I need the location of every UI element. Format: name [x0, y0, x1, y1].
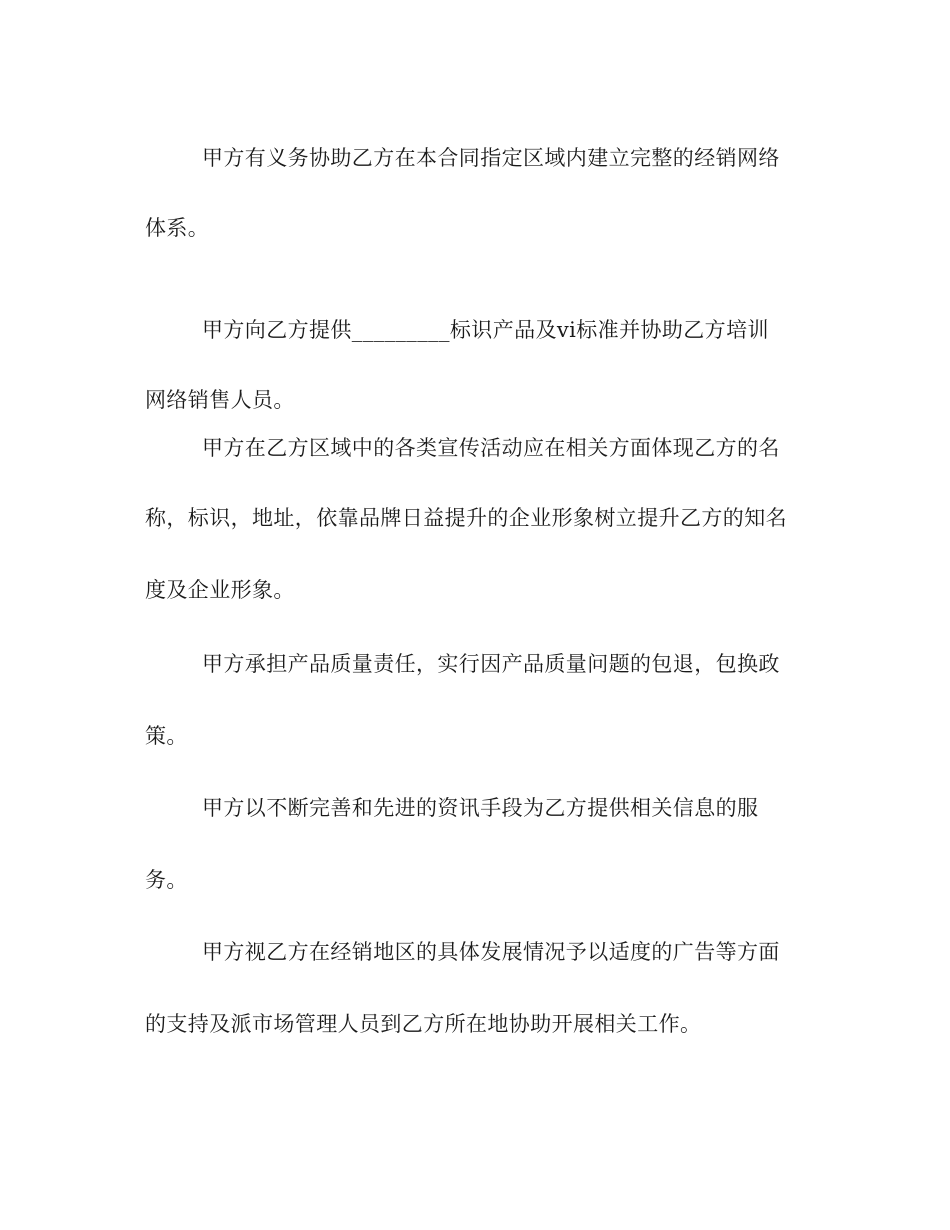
paragraph-line: 度及企业形象。 [145, 578, 295, 602]
paragraph-line: 的支持及派市场管理人员到乙方所在地协助开展相关工作。 [145, 1012, 702, 1036]
paragraph-line: 体系。 [145, 216, 210, 240]
paragraph-line: 甲方有义务协助乙方在本合同指定区域内建立完整的经销网络 [202, 146, 780, 170]
paragraph-line: 甲方承担产品质量责任，实行因产品质量问题的包退，包换政 [202, 652, 780, 676]
paragraph-line: 策。 [145, 724, 188, 748]
paragraph-line: 甲方以不断完善和先进的资讯手段为乙方提供相关信息的服 [202, 796, 759, 820]
paragraph-line: 网络销售人员。 [145, 388, 295, 412]
paragraph-line: 甲方向乙方提供_________标识产品及vi标准并协助乙方培训 [202, 318, 769, 342]
paragraph-line: 称，标识，地址，依靠品牌日益提升的企业形象树立提升乙方的知名 [145, 506, 787, 530]
paragraph-line: 甲方在乙方区域中的各类宣传活动应在相关方面体现乙方的名 [202, 436, 780, 460]
paragraph-line: 甲方视乙方在经销地区的具体发展情况予以适度的广告等方面 [202, 940, 780, 964]
paragraph-line: 务。 [145, 868, 188, 892]
